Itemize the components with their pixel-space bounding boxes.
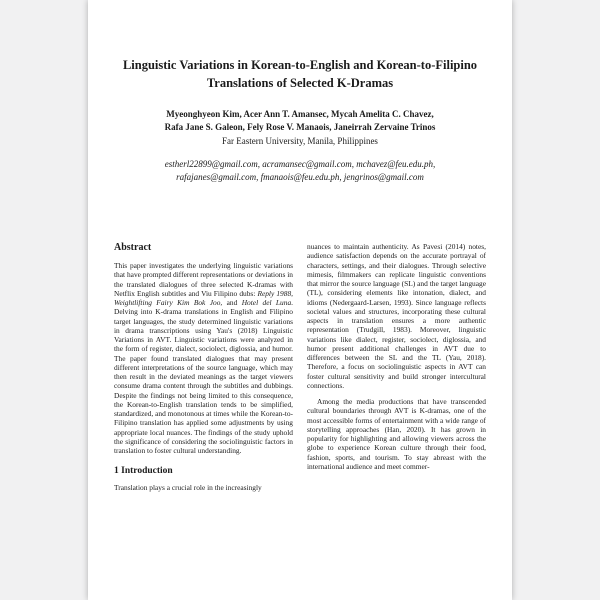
affiliation: Far Eastern University, Manila, Philippines bbox=[222, 136, 378, 147]
authors-line-2: Rafa Jane S. Galeon, Fely Rose V. Manaois, Janeirrah Zervaine Trinos bbox=[164, 121, 436, 132]
abstract-segment: . Delving into K-drama translations in English and Filipino target languages, the study determined linguistic variations in drama transcriptions using Yau's (2018) Linguistic Variations in AVT. Linguistic variations were analyzed in the form of register, dialect, sociolect, diglossia, and humor. The paper found translated dialogues that may present different interpretations of the source language, which may then result in the deviated meanings as the target viewers consume drama content through the subtitles and dubbings. Despite the findings not being limited to this consequence, the Korean-to-English translation tends to be simplified, standardized, and monotonous at times while the Korean-to-Filipino translation has applied some adjustments by using appropriate local nuances. The findings of the study uphold the significance of considering the sociolinguistic factors in translation to foster cultural understanding. bbox=[114, 298, 293, 456]
abstract-heading: Abstract bbox=[114, 242, 152, 254]
two-column-body bbox=[114, 242, 486, 493]
abstract-segment: This paper investigates the underlying linguistic variations that have prompted different representations or deviations in the translated dialogues of three selected K-dramas with Netflix English subtitles and Viu Filipino dubs: bbox=[114, 261, 293, 298]
right-column-paragraph-1: nuances to maintain authenticity. As Pavesi (2014) notes, audience satisfaction depends on the accurate portrayal of characters, settings, and their dialogues. Through selective mimesis, filmmakers can replicate linguistic conventions that mirror the source language (SL) and the target language (TL), considering elements like intonation, dialect, and idioms (Nedergaard-Larsen, 1993). Since language reflects societal values and structures, incorporating these cultural aspects in translation ensures a more authentic representation (Trudgill, 1983). Moreover, linguistic variations like dialect, register, sociolect, diglossia, and humor present additional challenges in AVT due to differences between the SL and the TL (Yau, 2018). Therefore, a focus on sociolinguistic aspects in AVT can foster cultural sensitivity and build stronger intercultural connections. bbox=[307, 242, 486, 390]
abstract-segment: and bbox=[222, 298, 242, 308]
abstract-paragraph bbox=[114, 261, 293, 455]
right-column bbox=[307, 242, 486, 493]
right-column-paragraph-2: Among the media productions that have transcended cultural boundaries through AVT is K-dramas, one of the most accessible forms of entertainment with a wide range of storytelling approaches (Han, 2020). It has grown in popularity for highlighting and allowing viewers across the globe to experience Korean culture through their food, fashion, sports, and tourism. To stay abreast with the international audience and meet commer- bbox=[307, 397, 486, 471]
emails-line-2: rafajanes@gmail.com, fmanaois@feu.edu.ph, jengrinos@gmail.com bbox=[176, 172, 424, 183]
introduction-heading: 1 Introduction bbox=[114, 466, 173, 477]
left-column bbox=[114, 242, 293, 493]
paper-title: Linguistic Variations in Korean-to-English and Korean-to-Filipino Translations of Selected K-Dramas bbox=[122, 58, 478, 91]
introduction-paragraph: Translation plays a crucial role in the increasingly bbox=[114, 483, 262, 493]
abstract-drama-titles-italic: Reply 1988, Weightlifting Fairy Kim Bok Joo, bbox=[114, 288, 293, 308]
authors-line-1: Myeonghyeon Kim, Acer Ann T. Amansec, Mycah Amelita C. Chavez, bbox=[166, 109, 434, 120]
paper-page bbox=[88, 0, 512, 600]
emails-line-1: estherl22899@gmail.com, acramansec@gmail.com, mchavez@feu.edu.ph, bbox=[164, 159, 436, 170]
abstract-drama-title-italic: Hotel del Luna bbox=[241, 298, 292, 308]
